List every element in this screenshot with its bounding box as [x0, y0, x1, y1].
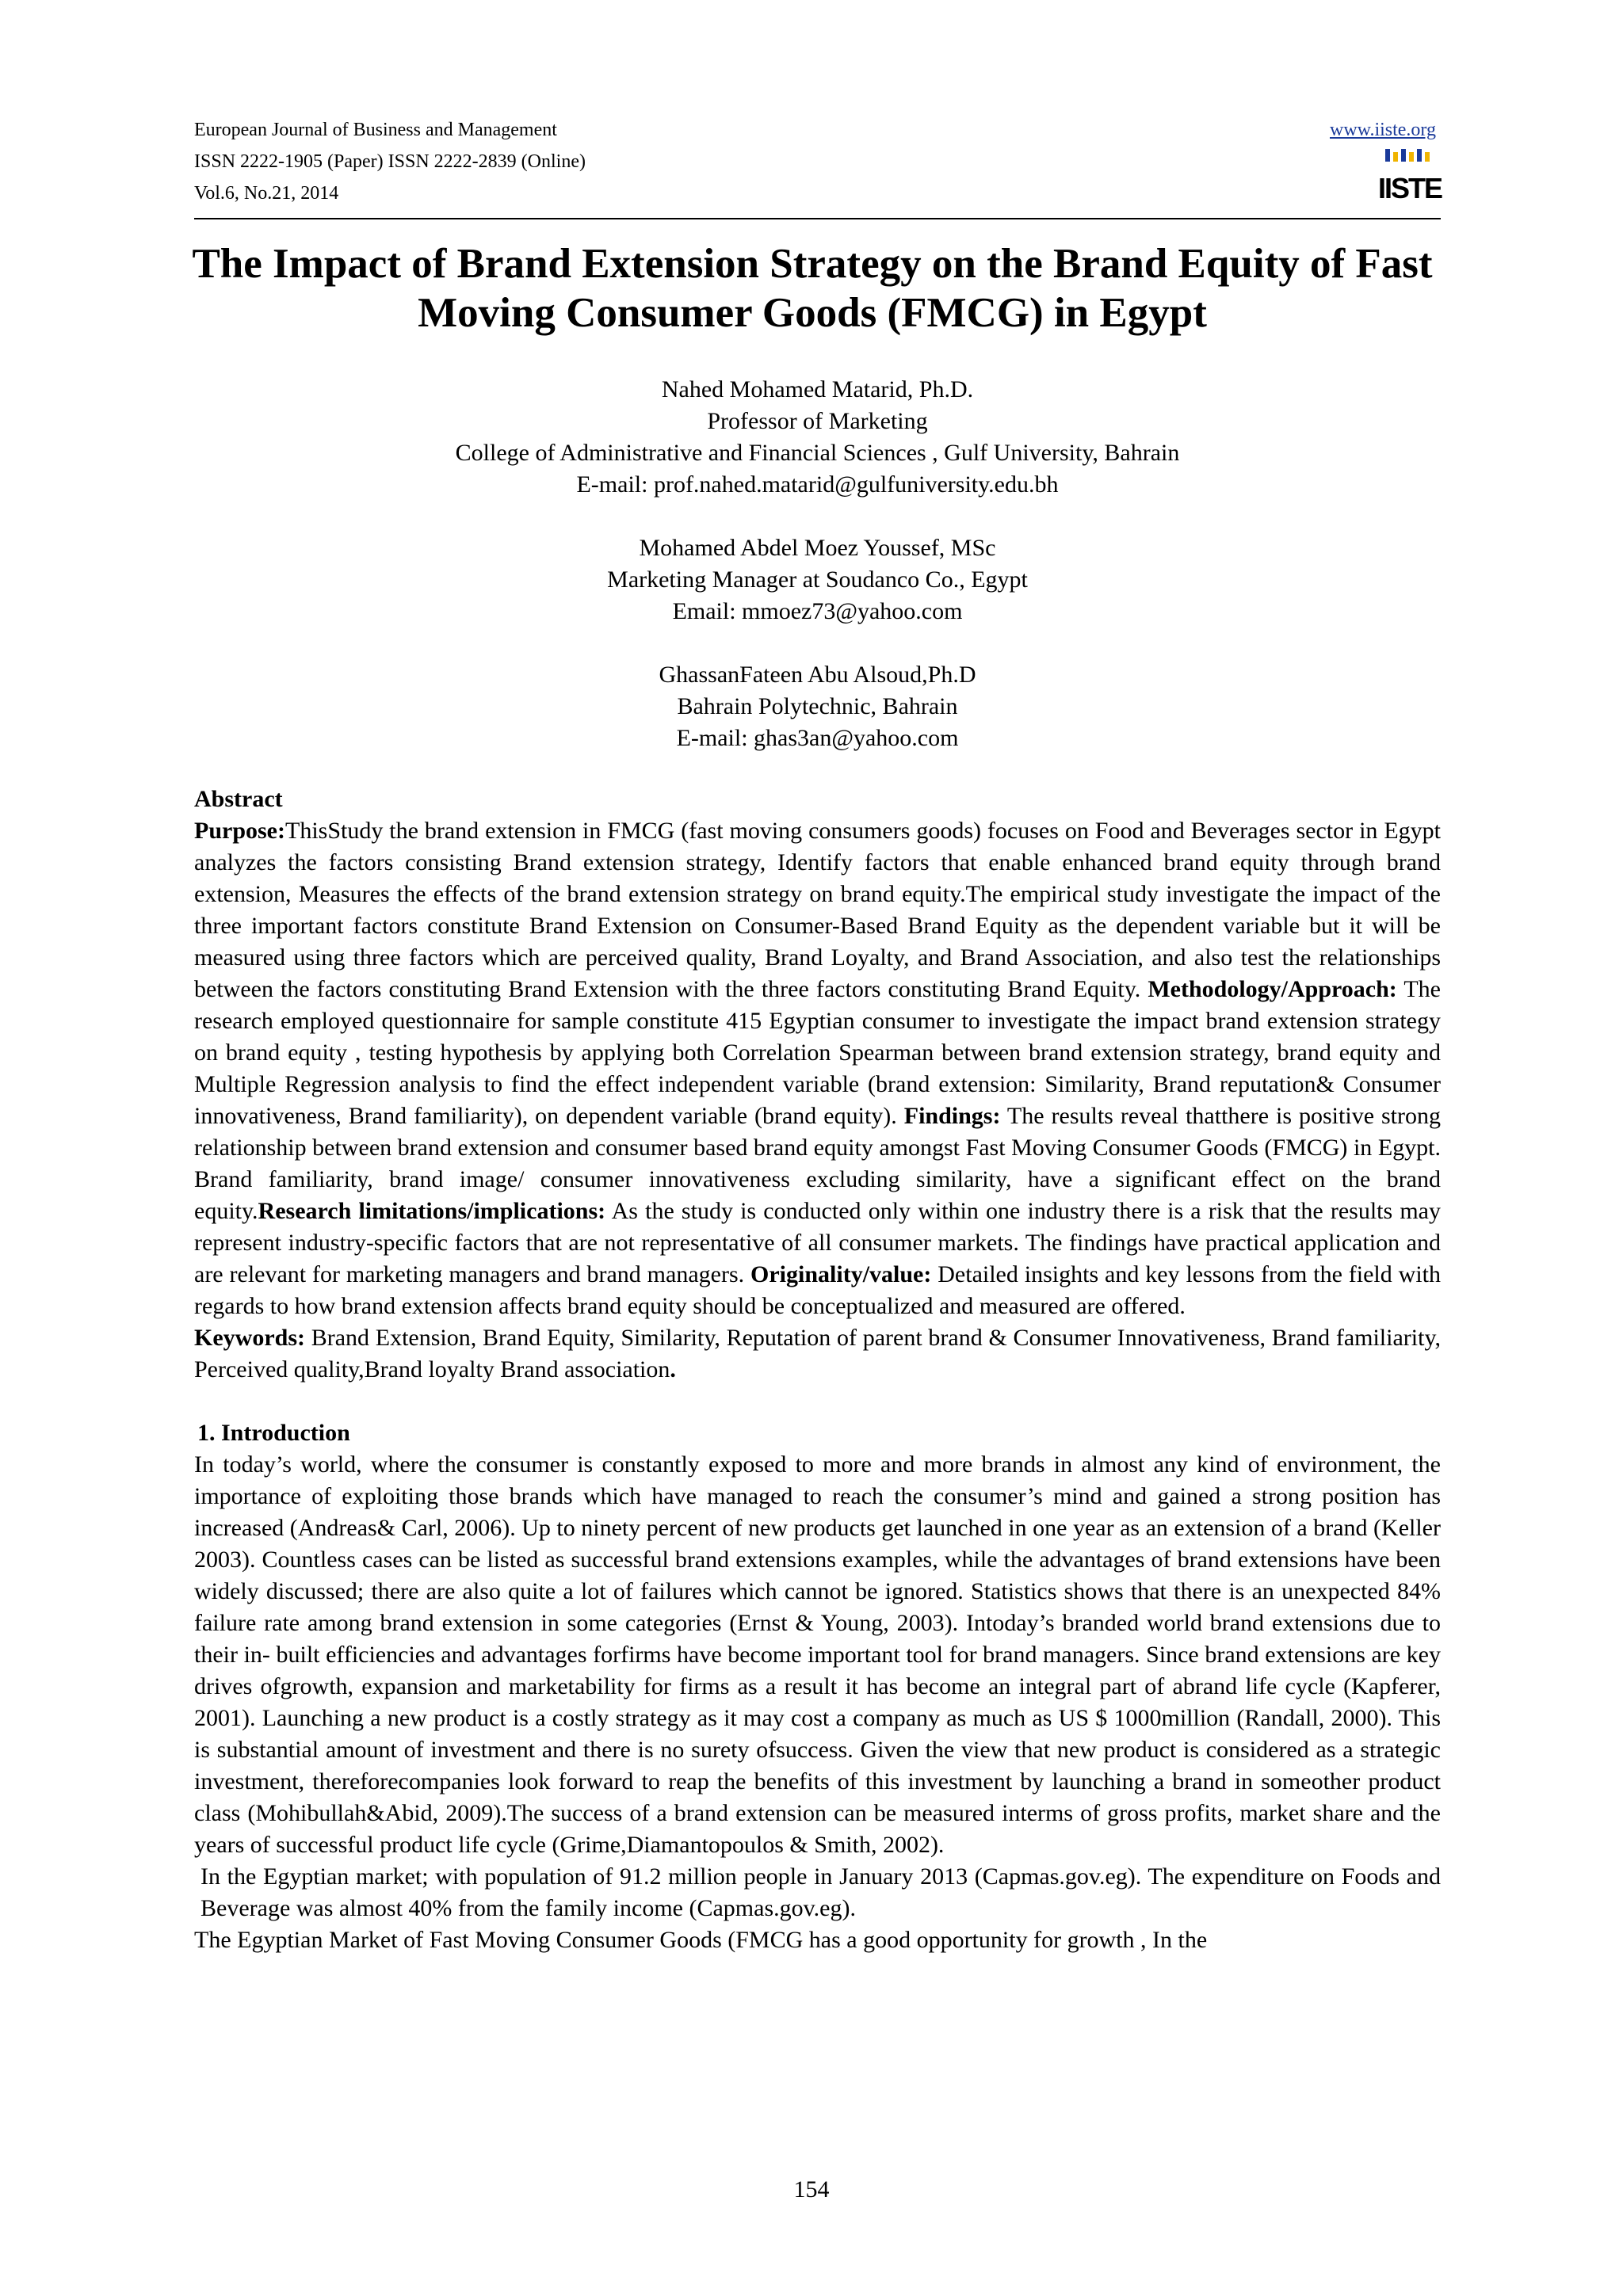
keywords-label: Keywords:	[194, 1325, 305, 1351]
journal-issn: ISSN 2222-1905 (Paper) ISSN 2222-2839 (Online)	[194, 151, 586, 172]
limitations-text: As the study is conducted only within one industry there is a risk that the results may represent industry-specific factors that are not representative of all consumer markets. The findings have practical application and are relevant for marketing managers and brand managers.	[194, 1198, 1441, 1287]
author-title: Professor of Marketing	[707, 408, 928, 434]
introduction-paragraph-2: In the Egyptian market; with population of 91.2 million people in January 2013 (Capmas.gov.eg). The expenditure on Foods and Beverage was almost 40% from the family income (Capmas.gov.eg).	[200, 1863, 1441, 1921]
svg-text:IISTE: IISTE	[1377, 172, 1442, 204]
purpose-text: ThisStudy the brand extension in FMCG (fast moving consumers goods) focuses on Food and Beverages sector in Egypt analyzes the factors consisting Brand extension strategy, Identify factors that enable enhanced brand equity through brand extension, Measures the effects of the brand extension strategy on brand equity.The empirical study investigate the impact of the three important factors constitute Brand Extension on Consumer-Based Brand Equity as the dependent variable but it will be measured using three factors which are perceived quality, Brand Loyalty, and Brand Association, and also test the relationships between the factors constituting Brand Extension with the three factors constituting Brand Equity.	[194, 818, 1441, 1002]
originality-text: Detailed insights and key lessons from the field with regards to how brand extension affects brand equity should be conceptualized and measured are offered.	[194, 1261, 1441, 1319]
methodology-text: The research employed questionnaire for sample constitute 415 Egyptian consumer to investigate the impact brand extension strategy on brand equity , testing hypothesis by applying both Correlation Spearman between brand extension strategy, brand equity and Multiple Regression analysis to find the effect independent variable (brand extension: Similarity, Brand reputation& Consumer innovativeness, Brand familiarity), on dependent variable (brand equity).	[194, 976, 1441, 1129]
author-email: Email: mmoez73@yahoo.com	[672, 598, 963, 624]
author-affiliation: Bahrain Polytechnic, Bahrain	[677, 693, 958, 719]
author-email: E-mail: ghas3an@yahoo.com	[676, 725, 959, 751]
header-divider	[194, 218, 1441, 219]
journal-header	[194, 114, 1441, 214]
author-3	[194, 659, 1441, 754]
journal-website-link[interactable]: www.iiste.org	[1330, 120, 1436, 140]
limitations-label: Research limitations/implications:	[258, 1198, 606, 1224]
page-number: 154	[793, 2176, 830, 2203]
abstract-paragraph	[194, 815, 1441, 1322]
methodology-label: Methodology/Approach:	[1148, 976, 1397, 1002]
journal-name: European Journal of Business and Management	[194, 120, 557, 140]
purpose-label: Purpose:	[194, 818, 285, 844]
author-name: Nahed Mohamed Matarid, Ph.D.	[661, 376, 974, 402]
keywords-text: Brand Extension, Brand Equity, Similarity, Reputation of parent brand & Consumer Innovativeness, Brand familiarity, Perceived quality,Brand loyalty Brand association	[194, 1325, 1441, 1383]
findings-label: Findings:	[903, 1103, 1001, 1129]
originality-label: Originality/value:	[750, 1261, 932, 1287]
findings-text: The results reveal thatthere is positive strong relationship between brand extension and consumer based brand equity amongst Fast Moving Consumer Goods (FMCG) in Egypt. Brand familiarity, brand image/ consumer innovativeness excluding similarity, have a significant effect on the brand equity.	[194, 1103, 1441, 1224]
author-list	[194, 374, 1441, 786]
journal-volume: Vol.6, No.21, 2014	[194, 183, 339, 204]
journal-info	[194, 114, 586, 209]
author-affiliation: College of Administrative and Financial Sciences , Gulf University, Bahrain	[455, 440, 1180, 466]
author-2	[194, 532, 1441, 627]
introduction-paragraph-1: In today’s world, where the consumer is constantly exposed to more and more brands in almost any kind of environment, the importance of exploiting those brands which have managed to reach the consumer’s mind and gained a strong position has increased (Andreas& Carl, 2006). Up to ninety percent of new products get launched in one year as an extension of a brand (Keller 2003). Countless cases can be listed as successful brand extensions examples, while the advantages of brand extensions have been widely discussed; there are also quite a lot of failures which cannot be ignored. Statistics shows that there is an unexpected 84% failure rate among brand extension in some categories (Ernst & Young, 2003). Intoday’s branded world brand extensions due to their in- built efficiencies and advantages forfirms have become important tool for brand managers. Since brand extensions are key drives ofgrowth, expansion and marketability for firms as a result it has become an integral part of abrand life cycle (Kapferer, 2001). Launching a new product is a costly strategy as it may cost a company as much as US $ 1000million (Randall, 2000). This is substantial amount of investment and there is no surety ofsuccess. Given the view that new product is considered as a strategic investment, thereforecompanies look forward to reap the benefits of this investment by launching a brand in someother product class (Mohibullah&Abid, 2009).The success of a brand extension can be measured interms of gross profits, market share and the years of successful product life cycle (Grime,Diamantopoulos & Smith, 2002).	[194, 1451, 1441, 1858]
author-name: Mohamed Abdel Moez Youssef, MSc	[639, 535, 996, 561]
author-email: E-mail: prof.nahed.matarid@gulfuniversity.edu.bh	[576, 471, 1059, 498]
introduction-paragraph-3: The Egyptian Market of Fast Moving Consumer Goods (FMCG has a good opportunity for growth , In the	[194, 1927, 1208, 1953]
introduction-heading: 1. Introduction	[197, 1420, 350, 1446]
abstract-heading: Abstract	[194, 786, 283, 812]
iiste-logo-icon	[1377, 147, 1442, 204]
author-title: Marketing Manager at Soudanco Co., Egypt	[607, 566, 1028, 593]
paper-title: The Impact of Brand Extension Strategy on the Brand Equity of Fast Moving Consumer Goods (FMCG) in Egypt	[192, 241, 1433, 336]
author-1	[194, 374, 1441, 501]
author-name: GhassanFateen Abu Alsoud,Ph.D	[659, 662, 976, 688]
keywords-period: .	[670, 1356, 676, 1383]
keywords-paragraph	[194, 1322, 1441, 1386]
paper-body	[194, 784, 1441, 1956]
